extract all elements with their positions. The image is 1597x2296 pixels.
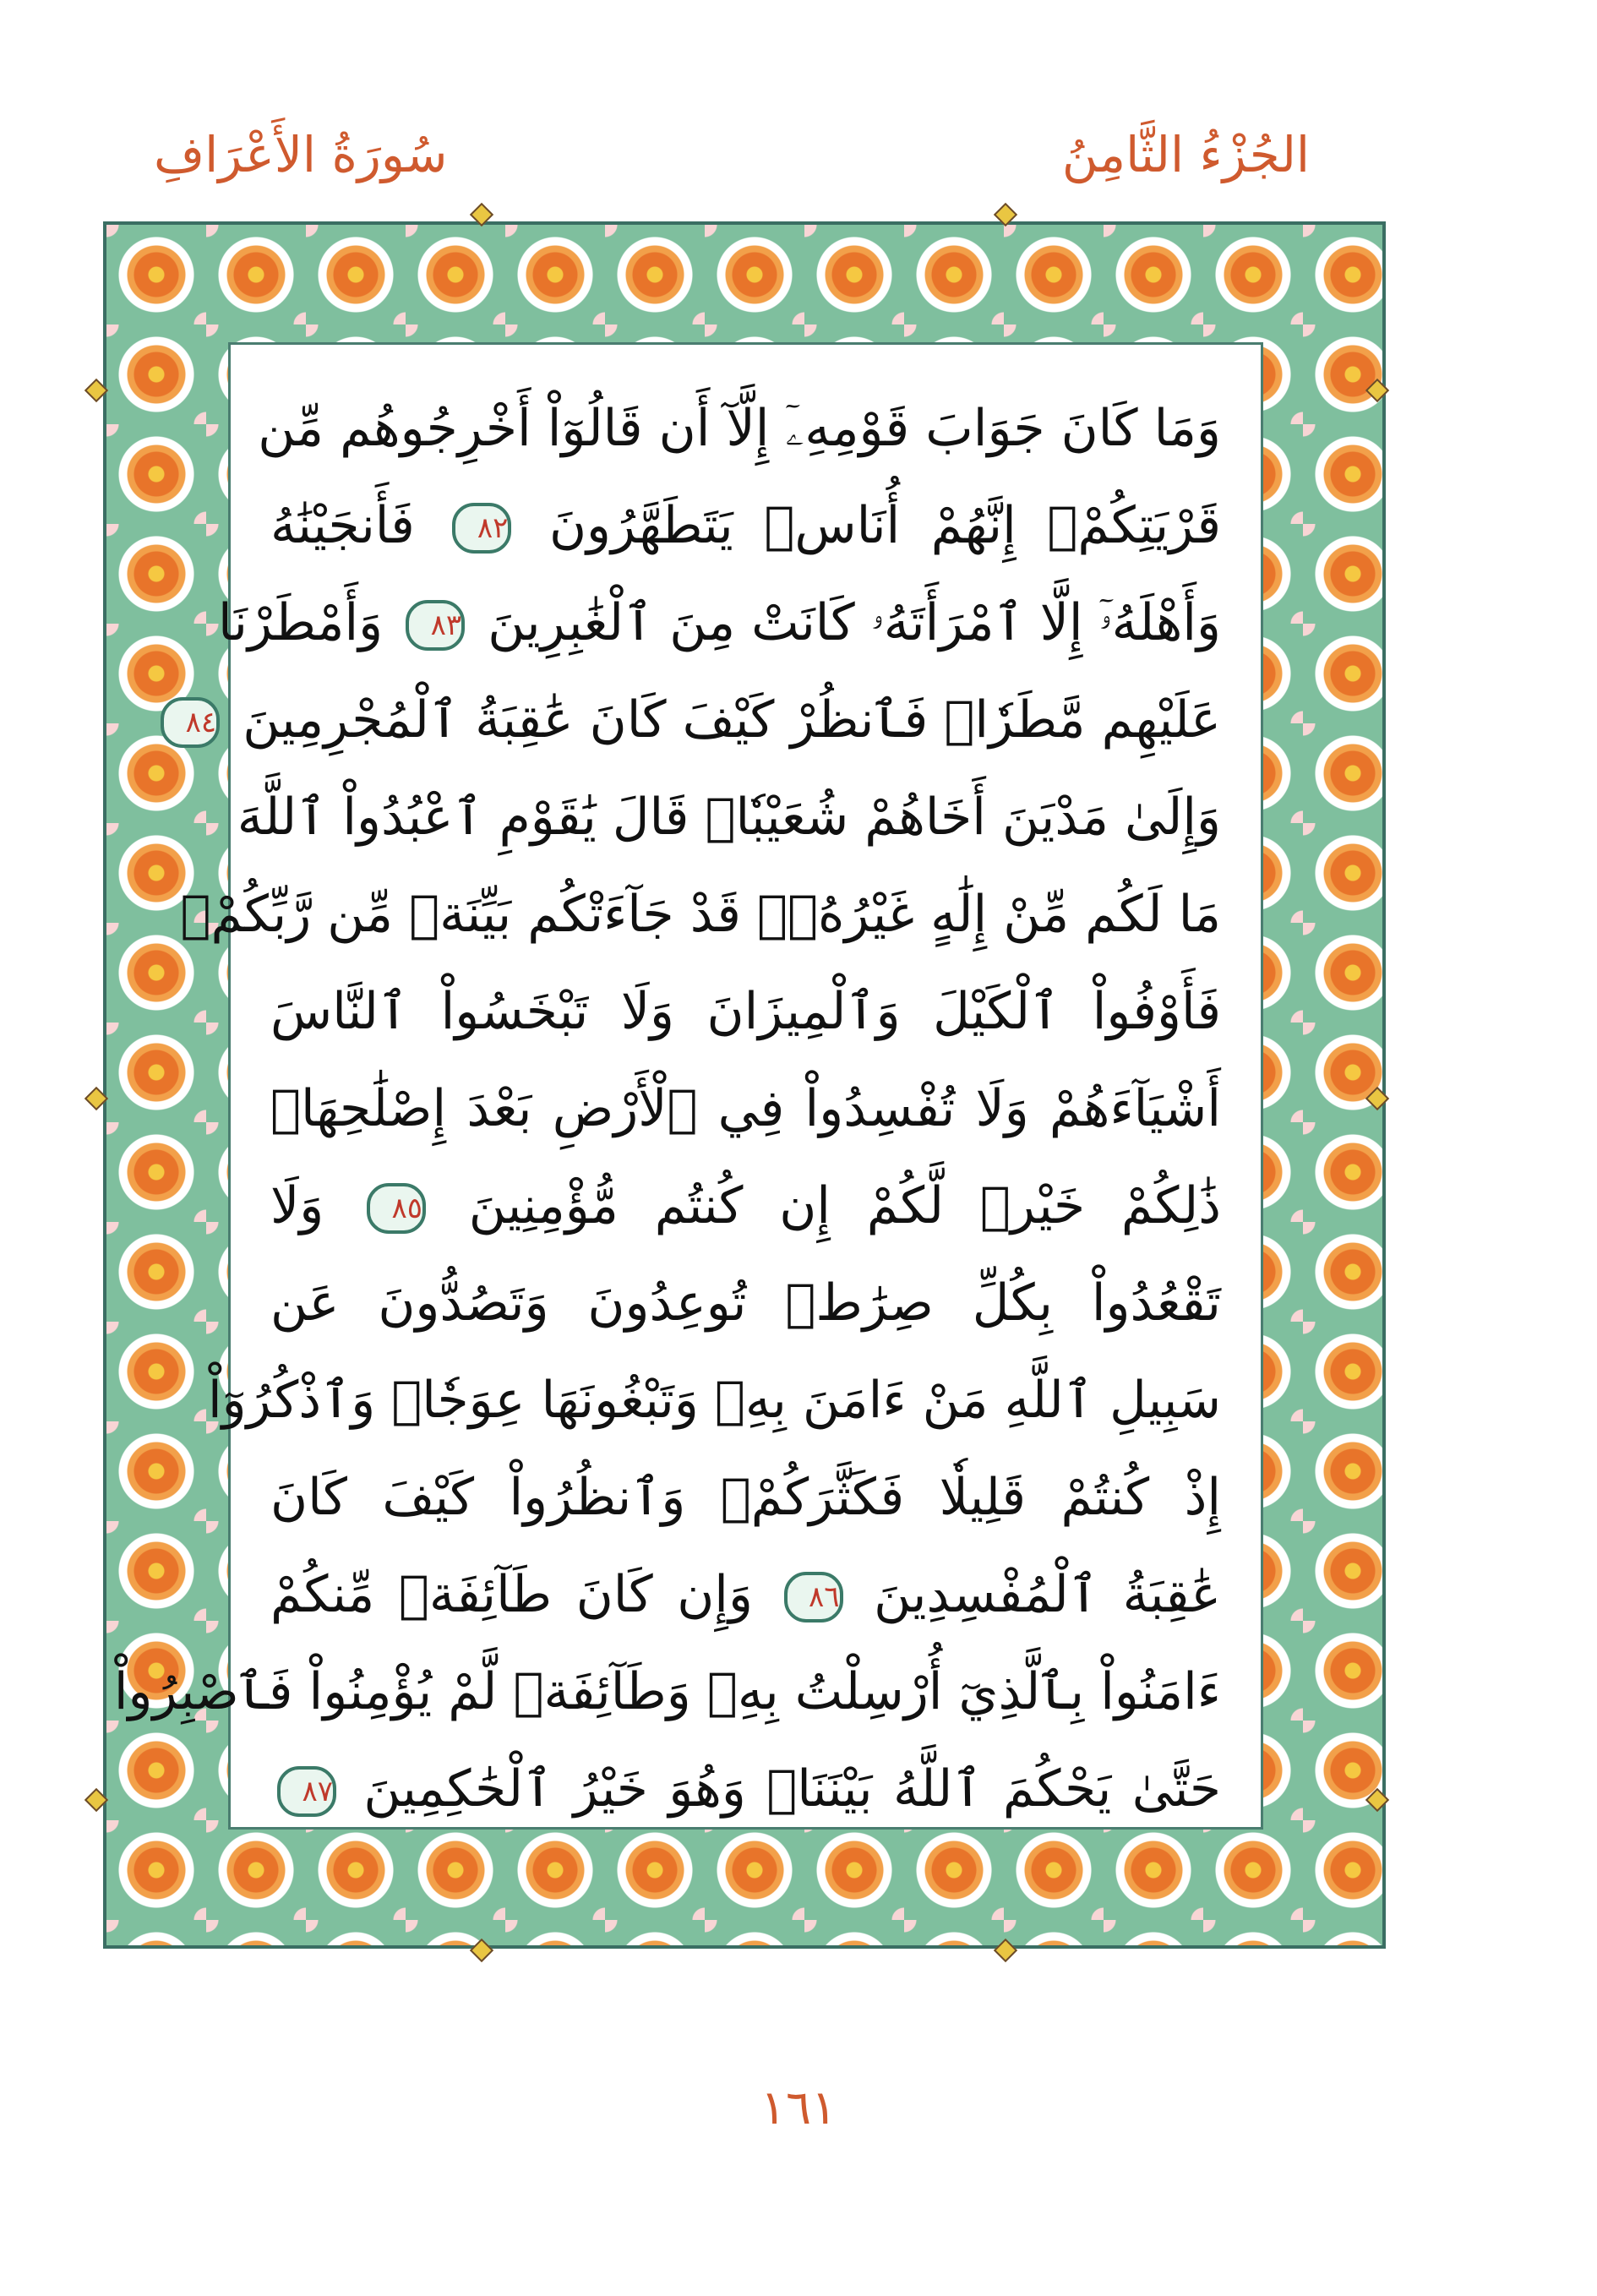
text-line: [113, 1644, 1221, 1741]
verse-text: عَٰقِبَةُ ٱلْمُفْسِدِينَ: [874, 1565, 1222, 1624]
ayah-number-marker: ٨٧: [277, 1766, 336, 1817]
verse-text: إِذْ كُنتُمْ قَلِيلٗا فَكَثَّرَكُمْۖ وَٱنظُرُواْ كَيْفَ كَانَ: [270, 1468, 1221, 1527]
text-line: [180, 866, 1221, 963]
ayah-number-marker: ٨٢: [452, 503, 511, 554]
verse-text: سَبِيلِ ٱللَّهِ مَنْ ءَامَنَ بِهِۦ وَتَبْغُونَهَا عِوَجٗاۚ وَٱذْكُرُوٓاْ: [208, 1371, 1221, 1430]
verse-text: تَقْعُدُواْ بِكُلِّ صِرَٰطٖ تُوعِدُونَ وَتَصُدُّونَ عَن: [270, 1273, 1221, 1333]
text-line: [258, 380, 1221, 477]
text-line: [270, 963, 1221, 1061]
ayah-number-marker: ٨٣: [406, 600, 465, 651]
verse-text: وَأَهْلَهُۥٓ إِلَّا ٱمْرَأَتَهُۥ كَانَتْ مِنَ ٱلْغَٰبِرِينَ: [488, 593, 1221, 652]
verse-text: وَإِن كَانَ طَآئِفَةٞ مِّنكُمْ: [270, 1565, 753, 1624]
verse-text: وَلَا: [270, 1176, 324, 1235]
text-line: [218, 575, 1221, 672]
text-line: [270, 1546, 1221, 1644]
page-number: ١٦١: [760, 2081, 837, 2135]
text-line: [208, 1352, 1221, 1449]
verse-text: فَأَنجَيْنَٰهُ: [270, 496, 415, 555]
juz-title: الجُزْءُ الثَّامِنُ: [1061, 126, 1310, 183]
text-line: [270, 1158, 1221, 1255]
verse-text: قَرْيَتِكُمْۖ إِنَّهُمْ أُنَاسٞ يَتَطَهَّرُونَ: [548, 496, 1221, 555]
verse-text: أَشْيَآءَهُمْ وَلَا تُفْسِدُواْ فِي ٱلْأَرْضِ بَعْدَ إِصْلَٰحِهَاۚ: [270, 1079, 1221, 1138]
verse-text: ذَٰلِكُمْ خَيْرٞ لَّكُمْ إِن كُنتُم مُّؤْمِنِينَ: [468, 1176, 1221, 1235]
verse-text: حَتَّىٰ يَحْكُمَ ٱللَّهُ بَيْنَنَاۚ وَهُوَ خَيْرُ ٱلْحَٰكِمِينَ: [363, 1759, 1221, 1819]
verse-text: وَإِلَىٰ مَدْيَنَ أَخَاهُمْ شُعَيْبٗاۚ قَالَ يَٰقَوْمِ ٱعْبُدُواْ ٱللَّهَ: [237, 788, 1221, 847]
verse-text: وَأَمْطَرْنَا: [218, 593, 384, 652]
ayah-number-marker: ٨٦: [784, 1572, 843, 1622]
text-line: [270, 1741, 1221, 1838]
text-line: [270, 477, 1221, 575]
ayah-number-marker: ٨٥: [367, 1183, 426, 1234]
verse-text: وَمَا كَانَ جَوَابَ قَوْمِهِۦٓ إِلَّآ أَن قَالُوٓاْ أَخْرِجُوهُم مِّن: [258, 399, 1221, 458]
text-line: [270, 1449, 1221, 1546]
surah-title: سُورَةُ الأَعْرَافِ: [154, 126, 448, 183]
verse-text: مَا لَكُم مِّنْ إِلَٰهٍ غَيْرُهُۥۖ قَدْ جَآءَتْكُم بَيِّنَةٞ مِّن رَّبِّكُمْۖ: [180, 885, 1221, 944]
ayah-number-marker: ٨٤: [161, 697, 220, 748]
text-line: [270, 1061, 1221, 1158]
text-line: [237, 769, 1221, 866]
text-line: [185, 672, 1221, 769]
verse-text: فَأَوْفُواْ ٱلْكَيْلَ وَٱلْمِيزَانَ وَلَا تَبْخَسُواْ ٱلنَّاسَ: [270, 982, 1221, 1041]
verse-text: عَلَيْهِم مَّطَرٗاۖ فَٱنظُرْ كَيْفَ كَانَ عَٰقِبَةُ ٱلْمُجْرِمِينَ: [243, 690, 1221, 750]
text-line: [270, 1255, 1221, 1352]
verse-text: ءَامَنُواْ بِٱلَّذِيٓ أُرْسِلْتُ بِهِۦ وَطَآئِفَةٞ لَّمْ يُؤْمِنُواْ فَٱصْبِرُواْ: [113, 1662, 1221, 1721]
